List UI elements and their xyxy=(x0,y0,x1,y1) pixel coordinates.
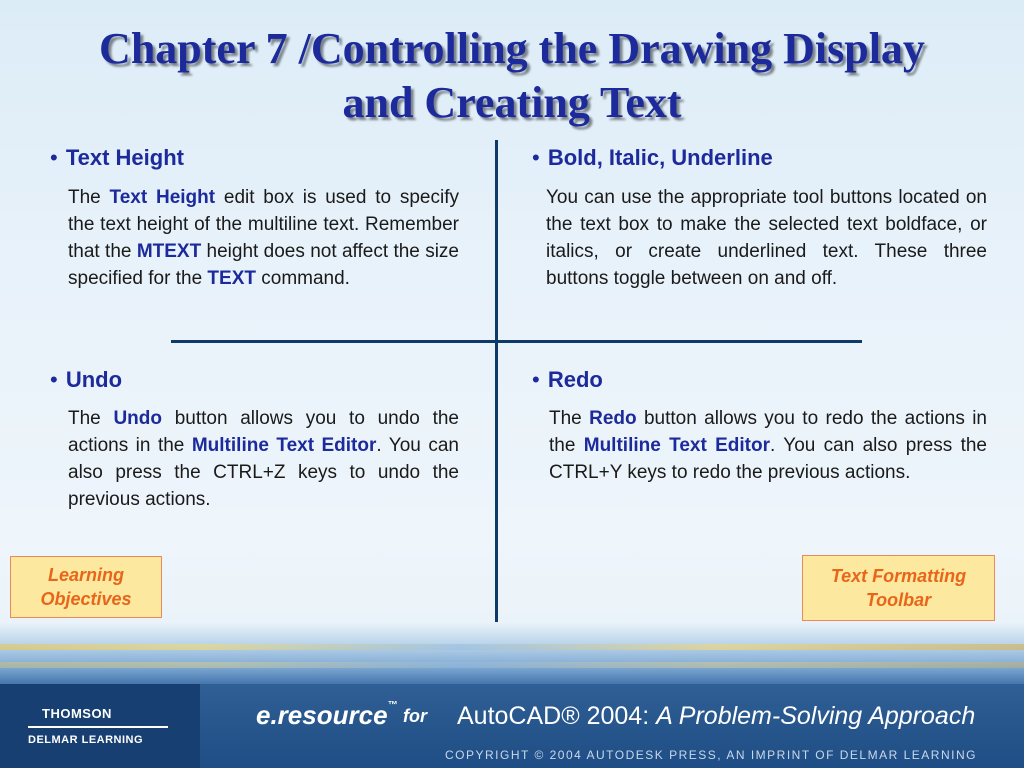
logo-divider xyxy=(28,726,168,728)
learning-objectives-label-line2: Objectives xyxy=(40,589,132,609)
heading-redo xyxy=(532,367,603,393)
slide-title-line2: and Creating Text xyxy=(342,78,682,127)
trademark-mark: ™ xyxy=(387,700,398,711)
heading-undo xyxy=(50,367,122,393)
slide-title xyxy=(0,22,1024,130)
book-subtitle: A Problem-Solving Approach xyxy=(656,702,976,730)
text-run: The xyxy=(549,408,590,429)
text-formatting-toolbar-button[interactable] xyxy=(802,555,995,621)
heading-label: Bold, Italic, Underline xyxy=(547,145,773,170)
keyword: Multiline Text Editor xyxy=(191,435,377,456)
text-run: The xyxy=(68,408,114,429)
text-formatting-toolbar-label-line1: Text Formatting xyxy=(830,566,967,586)
text-run: height does not affect the size specified for the xyxy=(68,241,459,289)
text-run: . You can also press the CTRL+Z keys to undo the previous actions. xyxy=(68,435,459,510)
horizontal-divider xyxy=(171,340,862,343)
for-text: for xyxy=(403,706,427,726)
paragraph-redo xyxy=(549,405,987,486)
keyword: MTEXT xyxy=(136,241,202,262)
text-run: button allows you to redo the actions in the xyxy=(549,408,987,456)
wave-stripe xyxy=(0,644,1024,650)
text-run: . You can also press the CTRL+Y keys to redo the previous actions. xyxy=(549,435,987,483)
product-name: AutoCAD® 2004: xyxy=(457,702,650,730)
bullet-icon: • xyxy=(532,145,540,170)
publisher-name: THOMSON xyxy=(42,706,112,721)
keyword: Undo xyxy=(113,408,162,429)
book-title xyxy=(457,702,975,731)
paragraph-text-height xyxy=(68,184,459,292)
text-run: The xyxy=(68,187,110,208)
footer-bar xyxy=(0,684,1024,768)
bullet-icon: • xyxy=(50,145,58,170)
imprint-name: DELMAR LEARNING xyxy=(28,734,144,746)
bullet-icon: • xyxy=(532,367,540,392)
keyword: TEXT xyxy=(207,268,256,289)
keyword: Text Height xyxy=(109,187,216,208)
slide-title-line1: Chapter 7 /Controlling the Drawing Display xyxy=(99,24,925,73)
paragraph-bold-italic-underline: You can use the appropriate tool buttons located on the text box to make the selected text boldface, or italics, or create underlined text. These three buttons toggle between on and off. xyxy=(546,187,987,289)
eresource-logo xyxy=(256,700,398,731)
text-run: command. xyxy=(255,268,350,289)
keyword: Multiline Text Editor xyxy=(583,435,770,456)
keyword: Redo xyxy=(589,408,637,429)
heading-label: Text Height xyxy=(65,145,184,170)
publisher-logo xyxy=(0,684,200,768)
text-run: button allows you to undo the actions in the xyxy=(68,408,459,456)
wave-stripe xyxy=(0,662,1024,668)
learning-objectives-label-line1: Learning xyxy=(47,565,124,585)
paragraph-undo xyxy=(68,405,459,513)
heading-bold-italic-underline xyxy=(532,145,773,171)
text-run: edit box is used to specify the text height of the multiline text. Remember that the xyxy=(68,187,459,262)
eresource-text: e.resource xyxy=(256,700,388,730)
heading-label: Undo xyxy=(65,367,123,392)
copyright-notice: COPYRIGHT © 2004 AUTODESK PRESS, AN IMPRINT OF DELMAR LEARNING xyxy=(445,748,977,762)
learning-objectives-button[interactable] xyxy=(10,556,162,618)
text-formatting-toolbar-label-line2: Toolbar xyxy=(865,590,932,610)
vertical-divider xyxy=(495,140,498,622)
decorative-wave xyxy=(0,622,1024,686)
bullet-icon: • xyxy=(50,367,58,392)
heading-label: Redo xyxy=(547,367,603,392)
heading-text-height xyxy=(50,145,184,171)
